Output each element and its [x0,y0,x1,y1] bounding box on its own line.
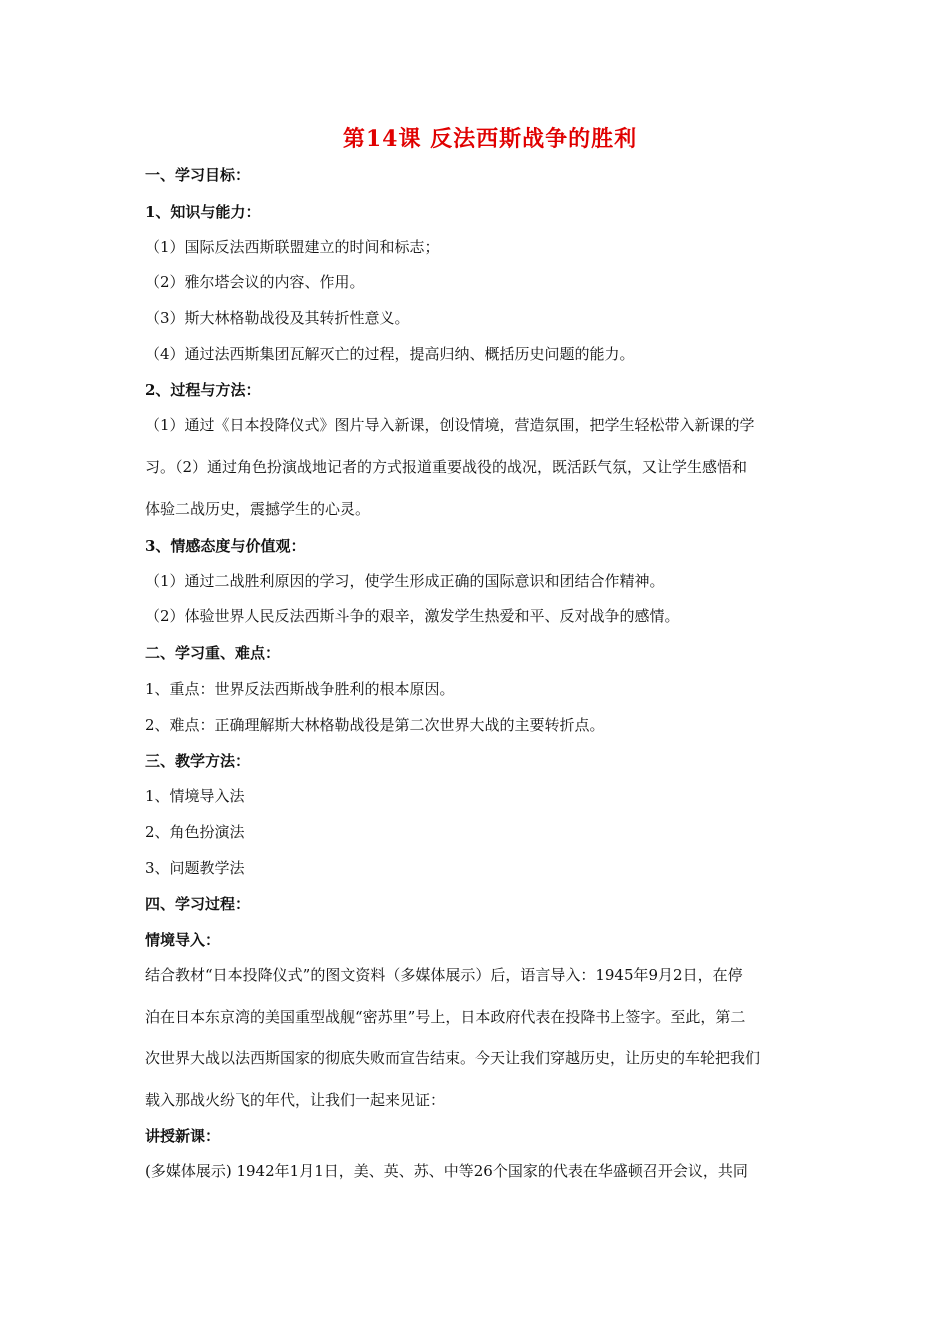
subheading-process: 2、过程与方法： [145,381,261,399]
section-heading-key-points: 二、学习重、难点： [145,644,281,662]
text-line: （4）通过法西斯集团瓦解灭亡的过程，提高归纳、概括历史问题的能力。 [145,345,635,363]
text-line: 载入那战火纷飞的年代，让我们一起来见证： [145,1091,446,1109]
text-line: 1、情境导入法 [145,787,245,805]
text-line: （3）斯大林格勒战役及其转折性意义。 [145,309,410,327]
text-line: 泊在日本东京湾的美国重型战舰“密苏里”号上，日本政府代表在投降书上签字。至此，第二 [145,1008,746,1026]
text-line: 1、重点：世界反法西斯战争胜利的根本原因。 [145,680,455,698]
text-line: 结合教材“日本投降仪式”的图文资料（多媒体展示）后，语言导入：1945年9月2日，在停 [145,966,743,984]
text-line: （1）国际反法西斯联盟建立的时间和标志； [145,238,440,256]
subheading-intro: 情境导入： [145,931,221,949]
text-line: 次世界大战以法西斯国家的彻底失败而宣告结束。今天让我们穿越历史，让历史的车轮把我们 [145,1049,761,1067]
page-title: 第14课 反法西斯战争的胜利 [342,126,638,152]
section-heading-methods: 三、教学方法： [145,752,251,770]
section-heading-process: 四、学习过程： [145,895,251,913]
subheading-values: 3、情感态度与价值观： [145,537,306,555]
text-line: 2、难点：正确理解斯大林格勒战役是第二次世界大战的主要转折点。 [145,716,605,734]
text-line: （1）通过《日本投降仪式》图片导入新课，创设情境，营造氛围，把学生轻松带入新课的学 [145,416,755,434]
section-heading-objectives: 一、学习目标： [145,166,251,184]
text-line: 3、问题教学法 [145,859,245,877]
text-line: 体验二战历史，震撼学生的心灵。 [145,500,371,518]
subheading-knowledge: 1、知识与能力： [145,203,261,221]
text-line: 习。（2）通过角色扮演战地记者的方式报道重要战役的战况，既活跃气氛，又让学生感悟和 [145,458,748,476]
text-line: (多媒体展示) 1942年1月1日，美、英、苏、中等26个国家的代表在华盛顿召开会议，共同 [145,1162,748,1180]
text-line: （2）体验世界人民反法西斯斗争的艰辛，激发学生热爱和平、反对战争的感情。 [145,607,680,625]
text-line: （1）通过二战胜利原因的学习，使学生形成正确的国际意识和团结合作精神。 [145,572,665,590]
text-line: 2、角色扮演法 [145,823,245,841]
subheading-new-lesson: 讲授新课： [145,1127,221,1145]
text-line: （2）雅尔塔会议的内容、作用。 [145,273,365,291]
